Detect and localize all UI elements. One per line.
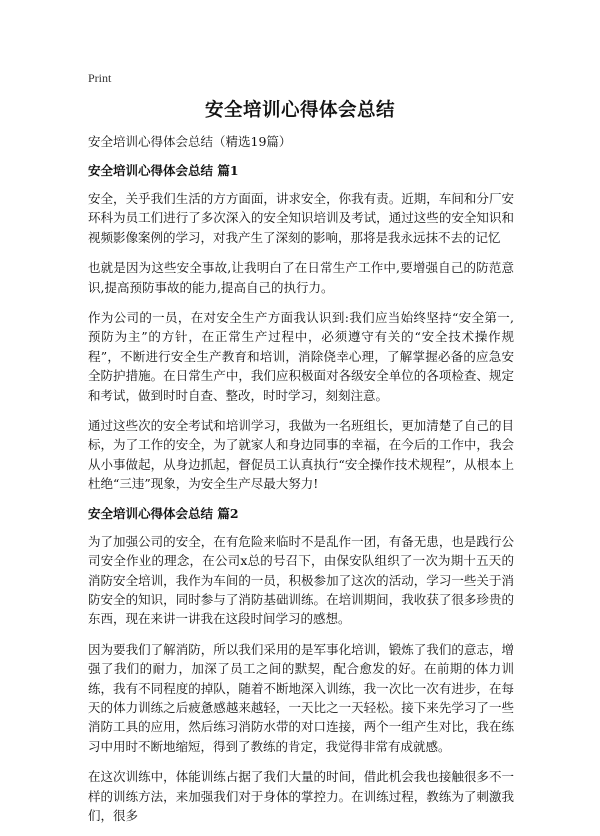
paragraph: 作为公司的一员，在对安全生产方面我认识到:我们应当始终坚持“安全第一,预防为主”的方针，在正常生产过程中，必须遵守有关的“安全技术操作规程”，不断进行安全生产教育和培训，消除侥幸心理，了解掌握必备的应急安全防护措施。在日常生产中，我们应积极面对各级安全单位的各项检查、规定和考试，做到时时自查、整改，时时学习，刻刻注意。 <box>88 310 514 403</box>
document-body <box>88 133 514 836</box>
paragraph: 因为要我们了解消防，所以我们采用的是军事化培训，锻炼了我们的意志，增强了我们的耐力，加深了员工之间的默契，配合愈发的好。在前期的体力训练，我有不同程度的掉队，随着不断地深入训练，我一次比一次有进步，在每天的体力训练之后疲惫感越来越轻，一天比之一天轻松。接下来先学习了一些消防工具的应用，然后练习消防水带的对口连接，两个一组产生对比，我在练习中用时不断地缩短，得到了教练的肯定，我觉得非常有成就感。 <box>88 641 514 754</box>
document-title: 安全培训心得体会总结 <box>204 100 395 121</box>
section-heading: 安全培训心得体会总结 篇1 <box>88 163 239 178</box>
paragraph: 通过这些次的安全考试和培训学习，我做为一名班组长，更加清楚了自己的目标，为了工作的安全，为了就家人和身边同事的幸福，在今后的工作中，我会从小事做起，从身边抓起，督促员工认真执行“安全操作技术规程”，从根本上杜绝“三违”现象，为安全生产尽最大努力! <box>88 418 514 492</box>
document-subtitle: 安全培训心得体会总结（精选19篇） <box>88 134 292 149</box>
print-label: Print <box>88 71 112 85</box>
section-2 <box>88 505 514 826</box>
paragraph: 在这次训练中，体能训练占据了我们大量的时间，借此机会我也接触很多不一样的训练方法，来加强我们对于身体的掌控力。在训练过程，教练为了刺激我们，很多 <box>88 769 514 823</box>
section-1 <box>88 162 514 494</box>
paragraph: 也就是因为这些安全事故,让我明白了在日常生产工作中,要增强自己的防范意识,提高预防事故的能力,提高自己的执行力。 <box>88 260 514 295</box>
paragraph: 为了加强公司的安全，在有危险来临时不是乱作一团，有备无患，也是践行公司安全作业的理念，在公司x总的号召下，由保安队组织了一次为期十五天的消防安全培训，我作为车间的一员，积极参加了这次的活动，学习一些关于消防安全的知识，同时参与了消防基础训练。在培训期间，我收获了很多珍贵的东西，现在来讲一讲我在这段时间学习的感想。 <box>88 533 514 627</box>
paragraph: 安全，关乎我们生活的方方面面，讲求安全，你我有责。近期，车间和分厂安环科为员工们进行了多次深入的安全知识培训及考试，通过这些的安全知识和视频影像案例的学习，对我产生了深刻的影响，那将是我永远抹不去的记忆 <box>88 191 514 245</box>
section-heading: 安全培训心得体会总结 篇2 <box>88 505 239 521</box>
